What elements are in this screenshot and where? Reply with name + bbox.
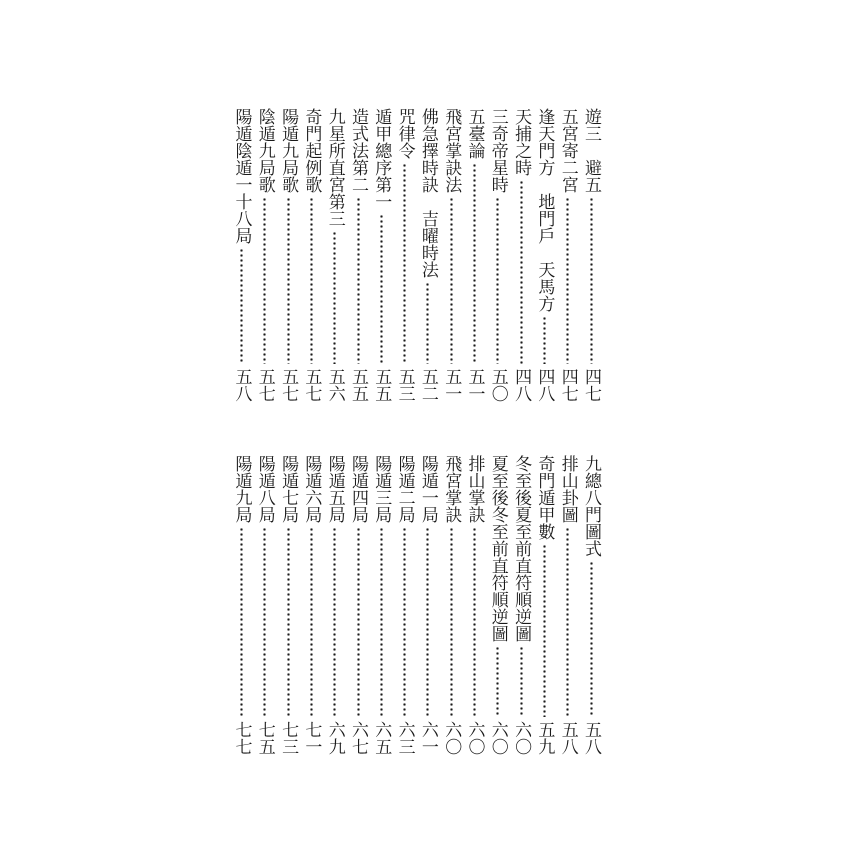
toc-entry-page-number: 五一: [441, 368, 462, 402]
toc-entry-title: 陽遁陰遁一十八局: [231, 108, 252, 244]
toc-entry: [347, 108, 369, 402]
toc-entry-page-number: 六五: [371, 721, 392, 755]
toc-entry-page-number: 六〇: [441, 721, 462, 755]
toc-entry-page-number: 五八: [581, 721, 601, 755]
dot-leader: [310, 197, 313, 364]
toc-entry: [231, 108, 253, 402]
toc-entry-page-number: 四八: [534, 368, 555, 402]
toc-entry: [394, 108, 416, 402]
dot-leader: [403, 163, 406, 364]
toc-entry-title: 冬至後夏至前直符順逆圖: [511, 455, 532, 642]
toc-entry-title: 陽遁七局: [278, 455, 299, 523]
toc-entry: [510, 455, 532, 755]
toc-entry-title: 造式法第二: [348, 108, 368, 193]
toc-entry-page-number: 六九: [324, 721, 345, 755]
toc-entry: [557, 455, 579, 755]
toc-entry: [487, 108, 509, 402]
toc-entry-title: 陽遁三局: [371, 455, 392, 523]
toc-entry: [487, 455, 509, 755]
toc-entry-title: 九星所直宮第三: [324, 108, 345, 227]
toc-entry-title: 陽遁一局: [417, 455, 438, 523]
toc-entry: [580, 455, 602, 755]
toc-entry: [557, 108, 579, 402]
toc-entry: [347, 455, 369, 755]
toc-entry-page-number: 六一: [417, 721, 438, 755]
toc-entry-page-number: 六〇: [464, 721, 485, 755]
toc-entry-title: 排山掌訣: [464, 455, 485, 523]
toc-entry-title: 逢天門方 地門戶 天馬方: [534, 108, 555, 312]
dot-leader: [333, 231, 336, 364]
toc-entry-page-number: 四七: [581, 368, 601, 402]
dot-leader: [310, 527, 313, 717]
toc-entry-title: 九總八門圖式: [581, 455, 601, 557]
toc-entry: [580, 108, 602, 402]
toc-entry-page-number: 四七: [557, 368, 578, 402]
toc-entry-title: 陰遁九局歌: [254, 108, 275, 193]
dot-leader: [543, 544, 546, 717]
toc-entry-title: 陽遁六局: [301, 455, 322, 523]
toc-entry-title: 遁甲總序第一: [371, 108, 392, 210]
toc-entry-page-number: 五一: [464, 368, 485, 402]
toc-entry: [277, 455, 299, 755]
toc-entry: [324, 455, 346, 755]
dot-leader: [473, 163, 476, 364]
toc-entry: [277, 108, 299, 402]
toc-entry: [231, 455, 253, 755]
toc-entry-page-number: 七七: [231, 721, 252, 755]
toc-entry-page-number: 七一: [301, 721, 322, 755]
toc-entry-page-number: 五〇: [487, 368, 508, 402]
toc-entry-title: 陽遁八局: [254, 455, 275, 523]
dot-leader: [403, 527, 406, 717]
toc-entry-title: 陽遁二局: [394, 455, 415, 523]
dot-leader: [287, 527, 290, 717]
dot-leader: [333, 527, 336, 717]
toc-entry: [254, 108, 276, 402]
dot-leader: [590, 561, 593, 717]
dot-leader: [543, 316, 546, 364]
toc-entry-title: 佛急擇時訣 吉曜時法: [417, 108, 438, 278]
dot-leader: [496, 646, 499, 717]
toc-entry-page-number: 五五: [371, 368, 392, 402]
toc-entry-title: 陽遁五局: [324, 455, 345, 523]
toc-entry: [254, 455, 276, 755]
toc-entry-page-number: 六七: [348, 721, 368, 755]
toc-entry: [464, 455, 486, 755]
dot-leader: [380, 214, 383, 364]
dot-leader: [263, 527, 266, 717]
toc-entry-title: 陽遁四局: [348, 455, 368, 523]
dot-leader: [473, 527, 476, 717]
toc-entry-page-number: 四八: [511, 368, 532, 402]
toc-entry: [417, 108, 439, 402]
toc-entry-title: 五臺論: [464, 108, 485, 159]
dot-leader: [426, 527, 429, 717]
toc-entry-title: 陽遁九局歌: [278, 108, 299, 193]
dot-leader: [357, 197, 360, 364]
toc-entry-title: 咒律令: [394, 108, 415, 159]
toc-entry: [533, 455, 555, 755]
toc-entry-title: 夏至後冬至前直符順逆圖: [487, 455, 508, 642]
dot-leader: [263, 197, 266, 364]
toc-entry-title: 三奇帝星時: [487, 108, 508, 193]
toc-entry: [324, 108, 346, 402]
toc-entry-title: 奇門遁甲數: [534, 455, 555, 540]
toc-entry-page-number: 五三: [394, 368, 415, 402]
toc-entry-page-number: 五七: [278, 368, 299, 402]
toc-entry-page-number: 五五: [348, 368, 368, 402]
toc-entry: [440, 455, 462, 755]
dot-leader: [450, 197, 453, 364]
toc-entry-title: 排山卦圖: [557, 455, 578, 523]
dot-leader: [357, 527, 360, 717]
toc-entry-page-number: 六〇: [511, 721, 532, 755]
dot-leader: [240, 248, 243, 364]
toc-entry-title: 飛宮掌訣法: [441, 108, 462, 193]
toc-entry: [533, 108, 555, 402]
toc-entry-page-number: 五六: [324, 368, 345, 402]
dot-leader: [566, 527, 569, 717]
dot-leader: [590, 197, 593, 364]
toc-entry: [300, 108, 322, 402]
dot-leader: [450, 527, 453, 717]
toc-entry: [370, 108, 392, 402]
dot-leader: [520, 180, 523, 364]
dot-leader: [520, 646, 523, 717]
toc-entry: [300, 455, 322, 755]
toc-entry: [510, 108, 532, 402]
toc-entry-title: 奇門起例歌: [301, 108, 322, 193]
toc-entry: [440, 108, 462, 402]
dot-leader: [380, 527, 383, 717]
toc-entry: [370, 455, 392, 755]
toc-entry-title: 遊三 避五: [581, 108, 601, 193]
toc-entry-page-number: 七三: [278, 721, 299, 755]
toc-entry-page-number: 五七: [254, 368, 275, 402]
toc-entry-page-number: 七五: [254, 721, 275, 755]
toc-entry: [464, 108, 486, 402]
dot-leader: [566, 197, 569, 364]
dot-leader: [426, 282, 429, 364]
dot-leader: [240, 527, 243, 717]
toc-entry-page-number: 六三: [394, 721, 415, 755]
toc-entry-page-number: 五九: [534, 721, 555, 755]
toc-entry-title: 五宮寄二宮: [557, 108, 578, 193]
dot-leader: [496, 197, 499, 364]
toc-entry-page-number: 五七: [301, 368, 322, 402]
toc-entry-page-number: 五二: [417, 368, 438, 402]
toc-entry-page-number: 五八: [557, 721, 578, 755]
toc-entry-title: 天捕之時: [511, 108, 532, 176]
toc-entry: [417, 455, 439, 755]
dot-leader: [287, 197, 290, 364]
toc-entry-title: 飛宮掌訣: [441, 455, 462, 523]
toc-entry: [394, 455, 416, 755]
toc-entry-title: 陽遁九局: [231, 455, 252, 523]
toc-entry-page-number: 六〇: [487, 721, 508, 755]
toc-entry-page-number: 五八: [231, 368, 252, 402]
